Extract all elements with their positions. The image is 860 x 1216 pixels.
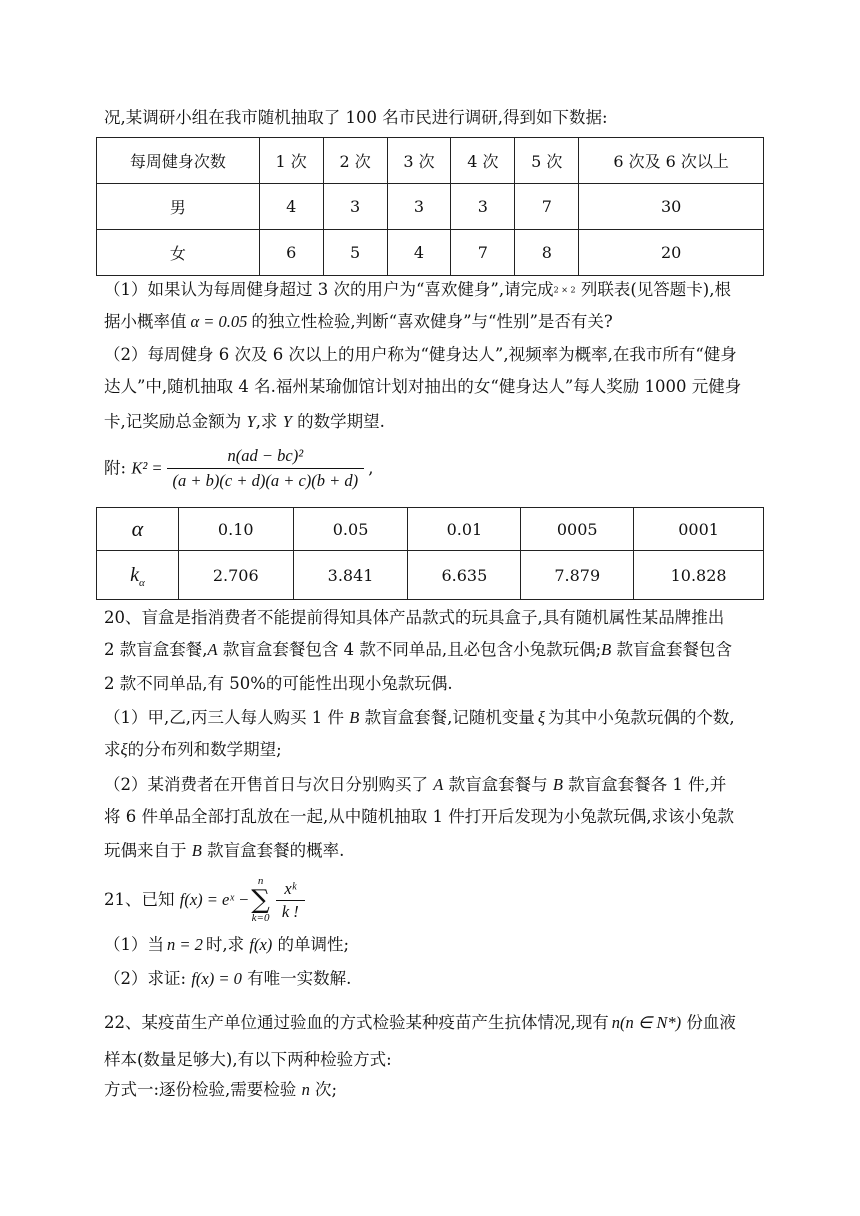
variable-y: Y	[246, 412, 256, 431]
text-fragment: （1）当	[104, 935, 164, 954]
text-fragment: ,求	[255, 412, 283, 431]
table-header-row	[97, 138, 764, 184]
table-row	[97, 230, 764, 276]
summation	[251, 876, 270, 924]
table-cell: 6.635	[408, 551, 521, 600]
question-21-part-2	[104, 967, 351, 991]
k-symbol: k	[130, 563, 139, 586]
table-cell: 20	[579, 230, 764, 276]
variable-b: B	[552, 775, 563, 794]
sigma-symbol: ∑	[251, 885, 270, 915]
fitness-frequency-table	[96, 137, 764, 276]
text-fragment: 有唯一实数解.	[241, 969, 352, 988]
table-cell: 男	[97, 184, 260, 230]
variable-b: B	[601, 640, 612, 659]
text-fragment: 据小概率值	[104, 312, 187, 331]
text-fragment: 款盲盒套餐的概率.	[201, 841, 345, 860]
question-20-line-3: 2 款不同单品,有 50%的可能性出现小兔款玩偶.	[104, 674, 453, 693]
n-equals-2: n = 2	[167, 935, 203, 954]
variable-a: A	[207, 640, 218, 659]
text-fragment: 为其中小兔款玩偶的个数,	[547, 708, 735, 727]
table-cell: 8	[515, 230, 579, 276]
table-header-cell: 2 次	[323, 138, 387, 184]
text-fragment: 款盲盒套餐包含 4 款不同单品,且必包含小兔款玩偶;	[217, 640, 602, 659]
question-19-part-2-line-1: （2）每周健身 6 次及 6 次以上的用户称为“健身达人”,视频率为概率,在我市所有“健身	[104, 345, 737, 364]
chi-square-formula	[104, 446, 373, 491]
table-cell: 7	[515, 184, 579, 230]
function-expression: f(x) = eˣ −	[179, 890, 250, 909]
question-19-part-2-line-2: 达人”中,随机抽取 4 名.福州某瑜伽馆计划对抽出的女“健身达人”每人奖励 1000 元健身	[104, 377, 742, 396]
text-fragment: 21、已知	[104, 890, 180, 909]
formula-denominator: (a + b)(c + d)(a + c)(b + d)	[172, 471, 359, 490]
k-subscript: α	[138, 576, 145, 589]
question-22-line-2: 样本(数量足够大),有以下两种检验方式:	[104, 1050, 392, 1069]
table-cell	[97, 551, 179, 600]
table-header-cell: 4 次	[451, 138, 515, 184]
text-fragment: （1）如果认为每周健身超过 3 次的用户为“喜欢健身”,请完成	[104, 280, 554, 299]
formula-prefix: 附:	[104, 458, 132, 478]
text-fragment: （2）某消费者在开售首日与次日分别购买了	[104, 775, 434, 794]
sum-upper-limit: n	[257, 875, 264, 887]
contingency-size: 2 × 2	[553, 285, 576, 295]
table-cell: 3	[451, 184, 515, 230]
table-header-cell: 1 次	[259, 138, 323, 184]
table-header-cell: 3 次	[387, 138, 451, 184]
sum-lower-limit: k=0	[251, 912, 270, 924]
question-22-line-1	[104, 1011, 736, 1035]
table-row	[97, 184, 764, 230]
table-cell: 6	[259, 230, 323, 276]
variable-y: Y	[282, 412, 292, 431]
text-fragment: 的独立性检验,判断“喜欢健身”与“性别”是否有关?	[251, 312, 613, 331]
text-fragment: （1）甲,乙,丙三人每人购买 1 件	[104, 708, 350, 727]
question-20-part-2-line-3	[104, 839, 344, 863]
question-20-part-1-line-2	[104, 738, 282, 762]
table-cell: 0005	[521, 508, 634, 551]
variable-a: A	[433, 775, 444, 794]
question-20-part-2-line-2: 将 6 件单品全部打乱放在一起,从中随机抽取 1 件打开后发现为小兔款玩偶,求该小兔款	[104, 807, 734, 826]
text-fragment: 方式一:逐份检验,需要检验	[104, 1080, 302, 1099]
formula-fraction	[167, 446, 365, 491]
table-cell: 3.841	[293, 551, 408, 600]
table-cell: 0.10	[178, 508, 293, 551]
question-21-part-1	[104, 933, 349, 957]
sum-fraction	[276, 880, 305, 921]
text-fragment: 款盲盒套餐各 1 件,并	[562, 775, 727, 794]
question-19-part-1-line-2	[104, 310, 613, 334]
text-fragment: 次;	[309, 1080, 338, 1099]
table-cell: 7.879	[521, 551, 634, 600]
formula-numerator: n(ad − bc)²	[167, 446, 365, 469]
variable-xi: ξ	[537, 708, 545, 727]
text-fragment: 的单调性;	[272, 935, 350, 954]
table-cell: 0.05	[293, 508, 408, 551]
fraction-denominator: k !	[281, 901, 299, 921]
alpha-expression: α = 0.05	[190, 312, 248, 331]
variable-n: n	[301, 1080, 310, 1099]
table-cell: 3	[387, 184, 451, 230]
table-header-cell: 每周健身次数	[97, 138, 260, 184]
question-20-part-2-line-1	[104, 773, 726, 797]
table-cell: 4	[259, 184, 323, 230]
text-fragment: 列联表(见答题卡),根	[575, 280, 731, 299]
text-fragment: 款盲盒套餐包含	[611, 640, 732, 659]
table-row	[97, 551, 764, 600]
fraction-numerator: xᵏ	[276, 880, 305, 901]
text-fragment: 款盲盒套餐与	[443, 775, 553, 794]
table-cell: 女	[97, 230, 260, 276]
question-20-part-1-line-1	[104, 706, 735, 730]
question-19-part-2-line-3	[104, 410, 385, 434]
question-19-part-1-line-1	[104, 278, 731, 303]
table-row	[97, 508, 764, 551]
question-22-line-3	[104, 1078, 337, 1102]
question-20-line-2	[104, 638, 732, 662]
table-cell	[97, 508, 179, 551]
intro-line: 况,某调研小组在我市随机抽取了 100 名市民进行调研,得到如下数据:	[104, 108, 608, 127]
text-fragment: 2 款盲盒套餐,	[104, 640, 208, 659]
table-cell: 4	[387, 230, 451, 276]
critical-value-table	[96, 507, 764, 600]
text-fragment: 的数学期望.	[291, 412, 385, 431]
table-cell: 10.828	[634, 551, 764, 600]
table-cell: 0001	[634, 508, 764, 551]
variable-xi: ξ	[120, 740, 128, 759]
function-fx: f(x)	[249, 935, 273, 954]
question-20-line-1: 20、盲盒是指消费者不能提前得知具体产品款式的玩具盒子,具有随机属性某品牌推出	[104, 608, 725, 627]
table-cell: 7	[451, 230, 515, 276]
question-21-title	[104, 876, 309, 924]
table-cell: 3	[323, 184, 387, 230]
table-header-cell: 6 次及 6 次以上	[579, 138, 764, 184]
alpha-symbol: α	[131, 516, 144, 541]
table-cell: 5	[323, 230, 387, 276]
text-fragment: （2）求证:	[104, 969, 192, 988]
table-cell: 0.01	[408, 508, 521, 551]
n-natural-expression: n(n ∈ N*)	[611, 1013, 682, 1032]
variable-b: B	[191, 841, 202, 860]
text-fragment: 款盲盒套餐,记随机变量	[359, 708, 535, 727]
table-header-cell: 5 次	[515, 138, 579, 184]
variable-b: B	[349, 708, 360, 727]
text-fragment: 玩偶来自于	[104, 841, 192, 860]
formula-suffix: ,	[368, 458, 374, 478]
text-fragment: 卡,记奖励总金额为	[104, 412, 247, 431]
table-cell: 2.706	[178, 551, 293, 600]
text-fragment: 求	[104, 740, 121, 759]
text-fragment: 的分布列和数学期望;	[127, 740, 282, 759]
text-fragment: 时,求	[205, 935, 250, 954]
table-cell: 30	[579, 184, 764, 230]
text-fragment: 22、某疫苗生产单位通过验血的方式检验某种疫苗产生抗体情况,现有	[104, 1013, 609, 1032]
text-fragment: 份血液	[681, 1013, 736, 1032]
formula-lhs: K² =	[131, 458, 163, 478]
equation-fx-zero: f(x) = 0	[191, 969, 242, 988]
